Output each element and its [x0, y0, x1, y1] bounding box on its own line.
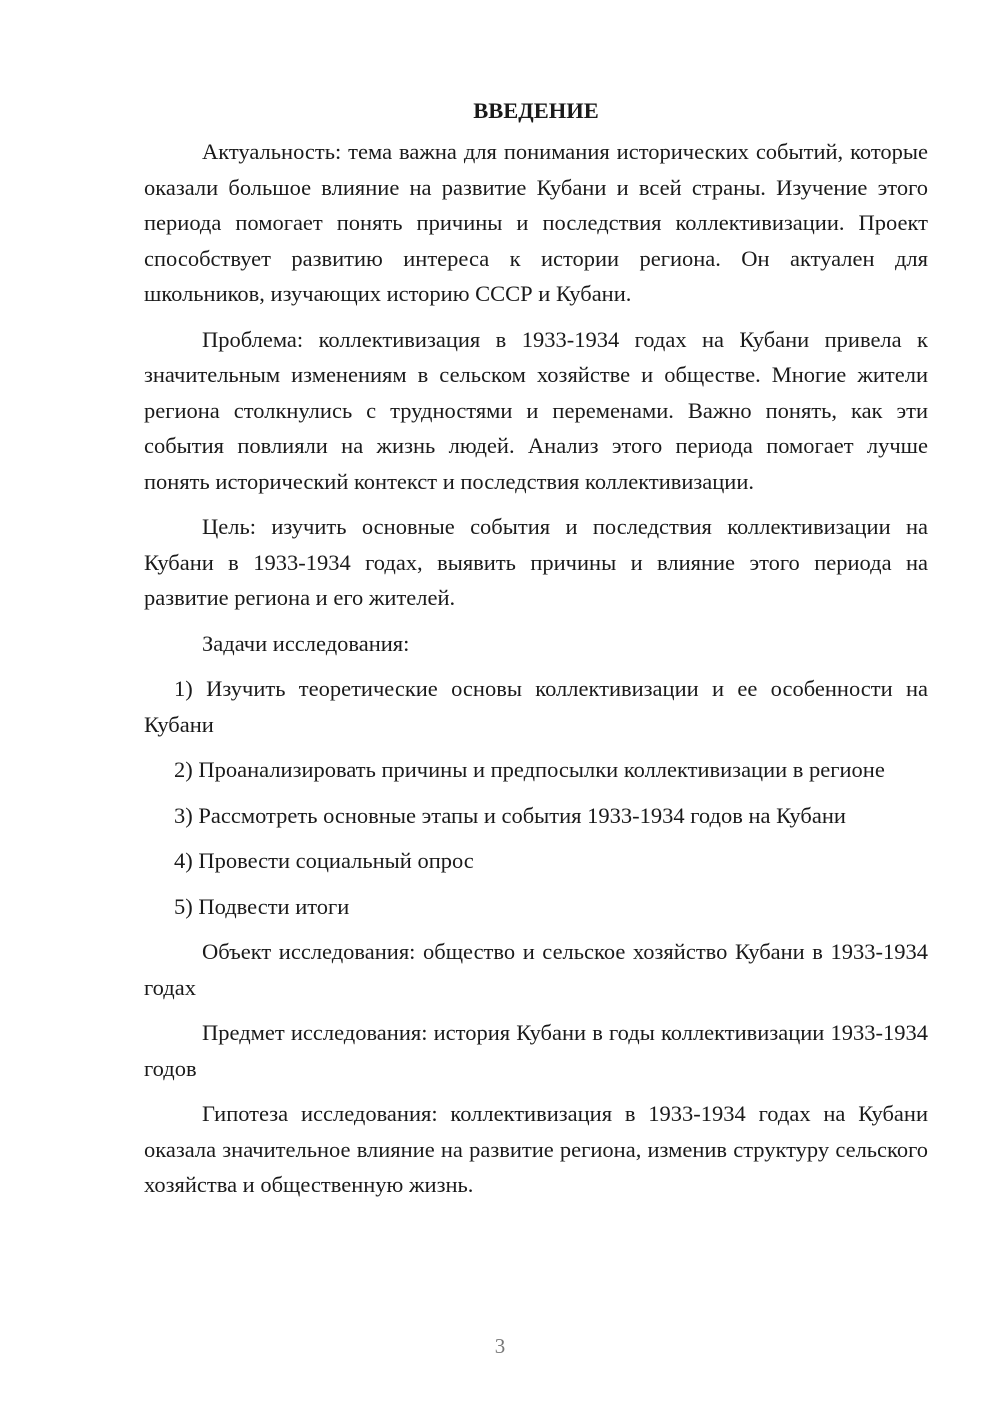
page-number: 3 — [494, 1334, 506, 1358]
task-item-4: 4) Провести социальный опрос — [174, 848, 474, 873]
document-page — [144, 96, 928, 1203]
task-item-2: 2) Проанализировать причины и предпосылки коллективизации в регионе — [174, 757, 885, 782]
tasks-heading: Задачи исследования: — [202, 630, 410, 656]
goal-paragraph: Цель: изучить основные события и последствия коллективизации на Кубани в 1933-1934 годах, выявить причины и влияние этого периода на развитие региона и его жителей. — [144, 514, 928, 610]
subject-paragraph: Предмет исследования: история Кубани в годы коллективизации 1933-1934 годов — [144, 1020, 928, 1081]
task-item-5: 5) Подвести итоги — [174, 893, 350, 919]
task-item-3: 3) Рассмотреть основные этапы и события 1933-1934 годов на Кубани — [174, 802, 846, 828]
page-title: ВВЕДЕНИЕ — [473, 98, 599, 123]
problem-paragraph: Проблема: коллективизация в 1933-1934 годах на Кубани привела к значительным изменениям в сельском хозяйстве и обществе. Многие жители региона столкнулись с трудностями и переменами. Важно понять, как эти события повлияли на жизнь людей. Анализ этого периода помогает лучше понять исторический контекст и последствия коллективизации. — [144, 326, 928, 494]
object-paragraph: Объект исследования: общество и сельское хозяйство Кубани в 1933-1934 годах — [144, 939, 928, 1000]
task-item-1: 1) Изучить теоретические основы коллективизации и ее особенности на Кубани — [144, 676, 928, 737]
relevance-paragraph: Актуальность: тема важна для понимания исторических событий, которые оказали большое влияние на развитие Кубани и всей страны. Изучение этого периода помогает понять причины и последствия коллективизации. Проект способствует развитию интереса к истории региона. Он актуален для школьников, изучающих историю СССР и Кубани. — [144, 139, 928, 306]
hypothesis-paragraph: Гипотеза исследования: коллективизация в 1933-1934 годах на Кубани оказала значительное влияние на развитие региона, изменив структуру сельского хозяйства и общественную жизнь. — [144, 1101, 928, 1197]
